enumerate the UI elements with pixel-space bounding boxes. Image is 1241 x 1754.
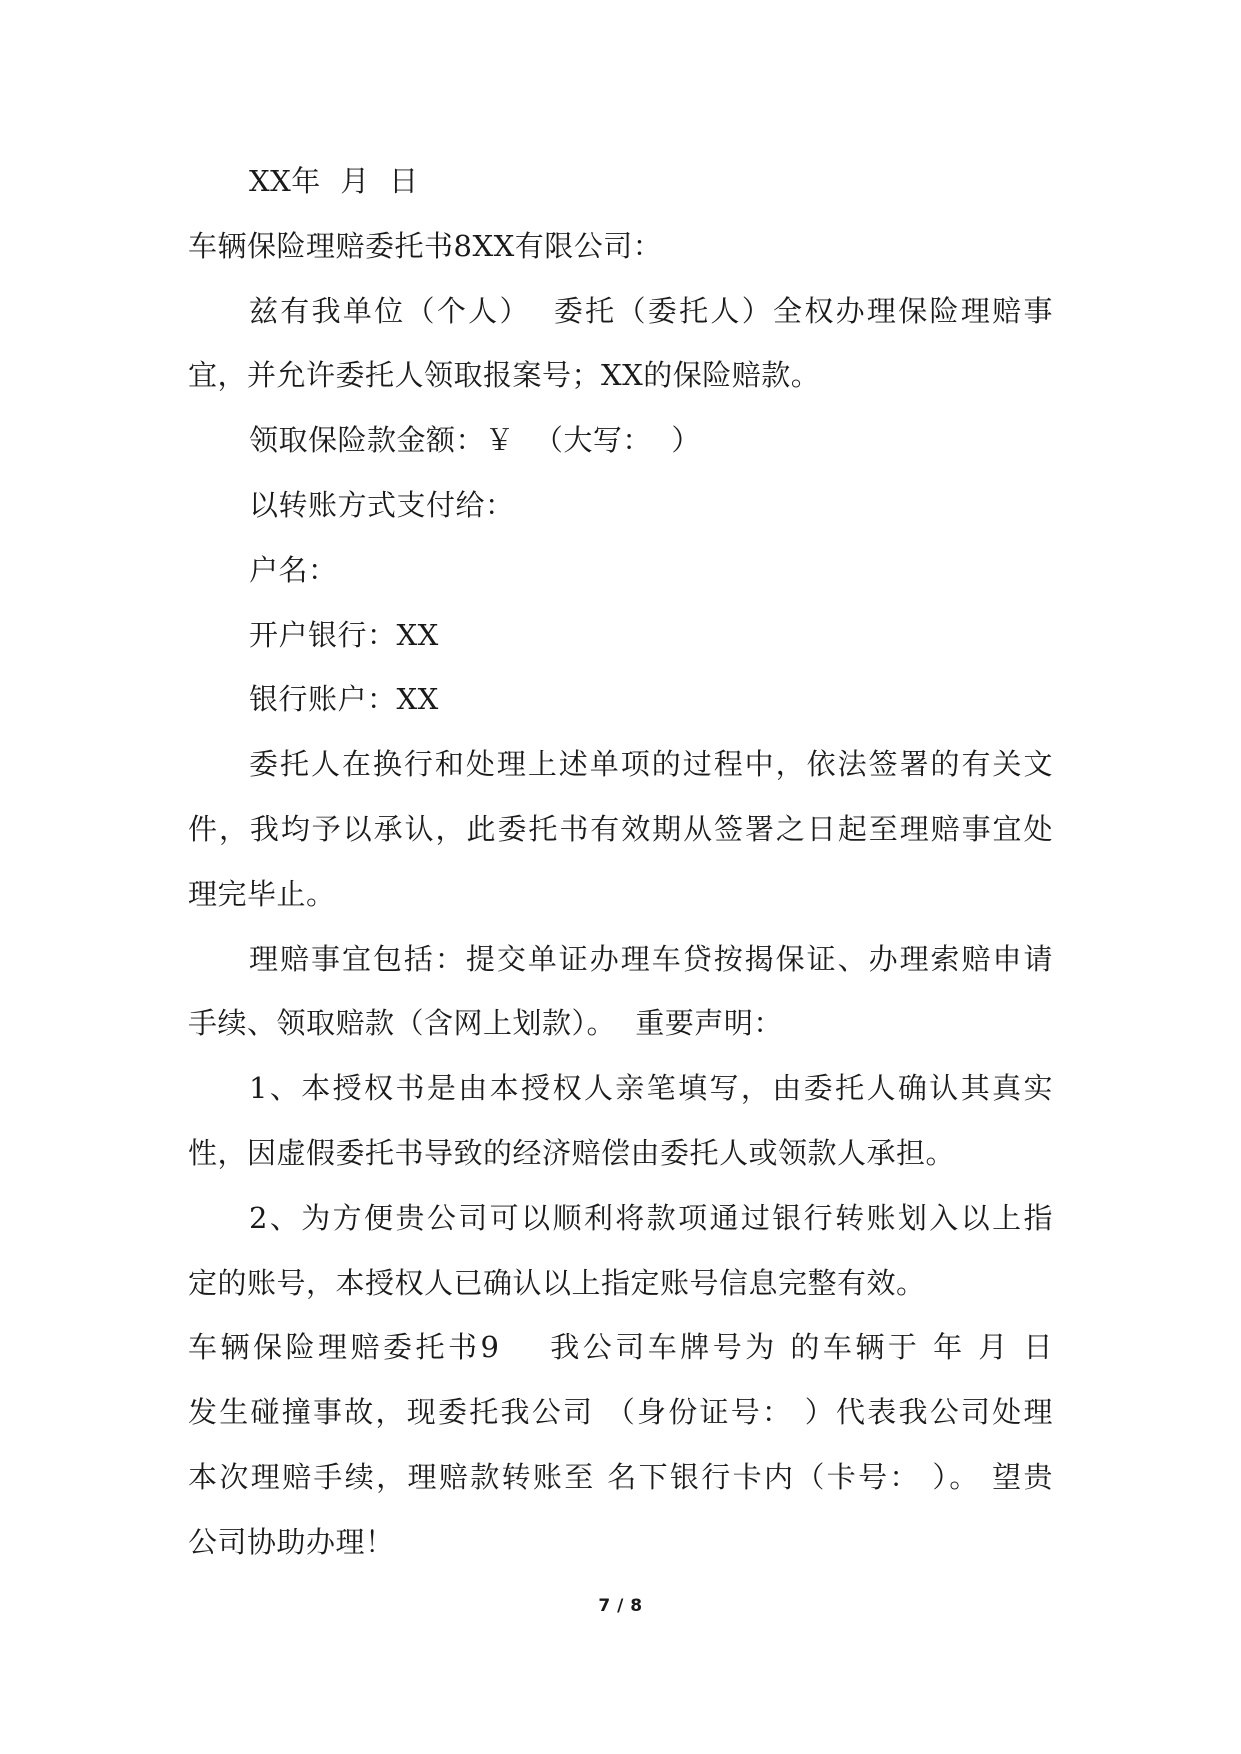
page-number: 7 / 8 — [598, 1596, 643, 1616]
declaration-item-2: 2、为方便贵公司可以顺利将款项通过银行转账划入以上指 — [249, 1200, 1053, 1235]
body-line: 件，我均予以承认，此委托书有效期从签署之日起至理赔事宜处 — [188, 811, 1053, 846]
body-line: 性，因虚假委托书导致的经济赔偿由委托人或领款人承担。 — [188, 1135, 956, 1170]
body-line: 宜，并允许委托人领取报案号；XX的保险赔款。 — [188, 358, 821, 393]
document-body — [188, 149, 1053, 1575]
body-line: 公司协助办理！ — [188, 1524, 395, 1559]
bank-account-line: 银行账户：XX — [249, 682, 439, 717]
body-line: 手续、领取赔款（含网上划款）。 重要声明： — [188, 1006, 783, 1041]
body-line: 定的账号，本授权人已确认以上指定账号信息完整有效。 — [188, 1265, 926, 1300]
declaration-item-1: 1、本授权书是由本授权人亲笔填写，由委托人确认其真实 — [249, 1071, 1053, 1106]
body-line: 兹有我单位（个人） 委托（委托人）全权办理保险理赔事 — [249, 293, 1053, 328]
amount-line: 领取保险款金额：￥ （大写： ） — [249, 423, 701, 458]
body-line: 理赔事宜包括：提交单证办理车贷按揭保证、办理索赔申请 — [249, 941, 1053, 976]
body-line: 发生碰撞事故，现委托我公司 （身份证号： ）代表我公司处理 — [188, 1395, 1053, 1430]
letter-title-line: 车辆保险理赔委托书8XX有限公司： — [188, 228, 663, 263]
account-name-line: 户名： — [249, 552, 338, 587]
second-letter-title-line: 车辆保险理赔委托书9 我公司车牌号为 的车辆于 年 月 日 — [188, 1330, 1053, 1365]
date-line: XX年 月 日 — [249, 164, 419, 198]
body-line: 委托人在换行和处理上述单项的过程中，依法签署的有关文 — [249, 747, 1053, 782]
payment-method-line: 以转账方式支付给： — [249, 487, 515, 522]
body-line: 理完毕止。 — [188, 876, 336, 911]
bank-name-line: 开户银行：XX — [249, 617, 439, 652]
body-line: 本次理赔手续，理赔款转账至 名下银行卡内（卡号： ）。 望贵 — [188, 1459, 1053, 1494]
